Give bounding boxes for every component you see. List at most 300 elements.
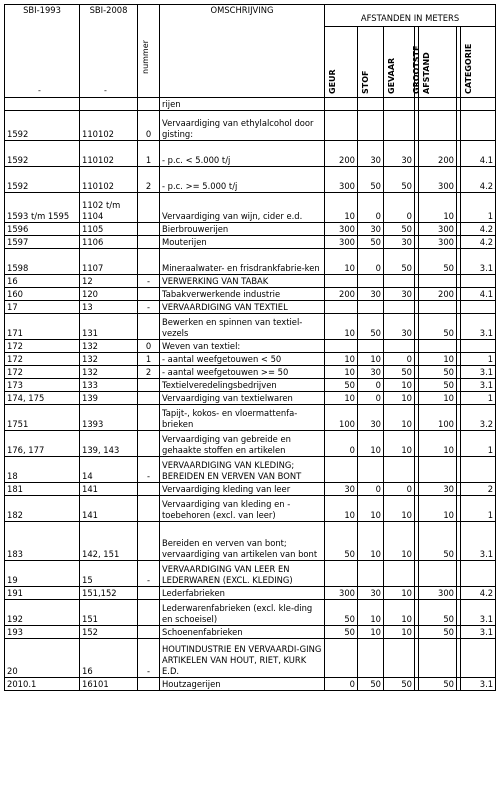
cell-grootste: 10 [419,392,457,405]
table-row [5,98,496,111]
cell-stof: 30 [358,405,384,431]
cell-omschrijving: - aantal weefgetouwen >= 50 [160,366,325,379]
cell-nummer [138,483,160,496]
cell-omschrijving: Bewerken en spinnen van textiel-vezels [160,314,325,340]
cell-categorie: 4.2 [461,223,496,236]
cell-sbi2008: 141 [80,496,138,522]
table-row [5,301,496,314]
table-row [5,483,496,496]
header-geur-label: GEUR [328,69,337,94]
cell-grootste: 30 [419,483,457,496]
header-geur [325,27,358,98]
cell-nummer: 1 [138,353,160,366]
header-dash-1: - [38,86,41,95]
cell-omschrijving: Lederwarenfabrieken (excl. kle-ding en schoeisel) [160,600,325,626]
cell-omschrijving: VERVAARDIGING VAN LEER EN LEDERWAREN (EXCL. KLEDING) [160,561,325,587]
cell-gevaar: 30 [384,236,415,249]
cell-gevaar [384,457,415,483]
cell-geur: 200 [325,288,358,301]
cell-stof [358,98,384,111]
cell-stof: 0 [358,392,384,405]
cell-gevaar: 10 [384,496,415,522]
cell-sbi2008: 139, 143 [80,431,138,457]
cell-omschrijving: Lederfabrieken [160,587,325,600]
table-body [5,98,496,691]
cell-sbi1993: 192 [5,600,80,626]
header-dash-2: - [104,86,107,95]
table-row [5,392,496,405]
cell-omschrijving: Vervaardiging kleding van leer [160,483,325,496]
cell-sbi2008: 133 [80,379,138,392]
cell-sbi2008: 1106 [80,236,138,249]
cell-stof: 0 [358,193,384,223]
cell-gevaar: 30 [384,141,415,167]
cell-sbi2008: 120 [80,288,138,301]
cell-sbi1993: 1593 t/m 1595 [5,193,80,223]
cell-stof: 30 [358,223,384,236]
cell-categorie: 3.1 [461,314,496,340]
table-row [5,223,496,236]
cell-categorie: 1 [461,392,496,405]
cell-omschrijving: - p.c. >= 5.000 t/j [160,167,325,193]
cell-geur: 10 [325,353,358,366]
cell-geur: 10 [325,193,358,223]
cell-gevaar: 10 [384,431,415,457]
cell-grootste [419,301,457,314]
cell-geur: 0 [325,678,358,691]
cell-sbi1993: 18 [5,457,80,483]
cell-grootste: 50 [419,678,457,691]
table-row [5,275,496,288]
cell-gevaar [384,639,415,678]
cell-gevaar [384,275,415,288]
cell-grootste: 50 [419,366,457,379]
cell-geur: 30 [325,483,358,496]
cell-nummer: - [138,561,160,587]
cell-geur: 100 [325,405,358,431]
cell-omschrijving: HOUTINDUSTRIE EN VERVAARDI-GING ARTIKELEN VAN HOUT, RIET, KURK E.D. [160,639,325,678]
cell-stof: 10 [358,431,384,457]
cell-gevaar: 0 [384,483,415,496]
cell-grootste [419,639,457,678]
cell-omschrijving: Bierbrouwerijen [160,223,325,236]
cell-categorie [461,275,496,288]
table-row [5,353,496,366]
table-row [5,193,496,223]
table-row [5,600,496,626]
header-grootste [412,27,457,98]
cell-categorie [461,301,496,314]
cell-stof [358,340,384,353]
cell-categorie: 3.1 [461,678,496,691]
header-gevaar-label: GEVAAR [387,57,396,94]
cell-geur: 300 [325,236,358,249]
cell-omschrijving: - p.c. < 5.000 t/j [160,141,325,167]
cell-sbi1993: 1598 [5,249,80,275]
table-row [5,366,496,379]
cell-stof [358,639,384,678]
cell-stof: 50 [358,678,384,691]
cell-sbi1993: 17 [5,301,80,314]
cell-omschrijving: Tabakverwerkende industrie [160,288,325,301]
cell-grootste: 300 [419,587,457,600]
cell-gevaar [384,340,415,353]
table-row [5,288,496,301]
cell-geur: 300 [325,223,358,236]
cell-nummer [138,98,160,111]
cell-grootste [419,561,457,587]
cell-sbi2008: 132 [80,366,138,379]
header-nummer [138,5,160,98]
table-row [5,457,496,483]
cell-sbi1993: 193 [5,626,80,639]
cell-sbi1993: 1592 [5,167,80,193]
cell-gevaar: 10 [384,405,415,431]
cell-sbi2008: 110102 [80,141,138,167]
cell-geur [325,639,358,678]
cell-gevaar: 50 [384,167,415,193]
cell-categorie: 3.1 [461,249,496,275]
cell-sbi1993: 16 [5,275,80,288]
table-row [5,587,496,600]
header-sbi1993 [5,5,80,98]
cell-stof: 50 [358,314,384,340]
cell-geur [325,340,358,353]
cell-geur: 10 [325,249,358,275]
cell-sbi1993: 19 [5,561,80,587]
cell-sbi1993: 174, 175 [5,392,80,405]
cell-stof [358,457,384,483]
cell-omschrijving: Vervaardiging van kleding en -toebehoren (excl. van leer) [160,496,325,522]
cell-omschrijving: VERVAARDIGING VAN TEXTIEL [160,301,325,314]
distance-table [4,4,496,691]
header-nummer-label: nummer [141,40,150,74]
cell-geur: 10 [325,366,358,379]
cell-sbi1993: 1597 [5,236,80,249]
cell-sbi2008: 131 [80,314,138,340]
cell-sbi1993: 176, 177 [5,431,80,457]
cell-geur [325,301,358,314]
cell-grootste: 200 [419,288,457,301]
cell-omschrijving: Vervaardiging van textielwaren [160,392,325,405]
cell-geur [325,275,358,288]
cell-gevaar: 50 [384,366,415,379]
cell-geur: 300 [325,587,358,600]
cell-nummer [138,522,160,561]
cell-categorie: 3.1 [461,600,496,626]
cell-nummer [138,392,160,405]
cell-gevaar [384,561,415,587]
cell-sbi1993 [5,98,80,111]
cell-grootste: 50 [419,626,457,639]
cell-categorie: 4.2 [461,587,496,600]
header-omschrijving-label: OMSCHRIJVING [210,5,274,15]
cell-geur: 10 [325,392,358,405]
cell-gevaar: 0 [384,353,415,366]
cell-geur: 10 [325,314,358,340]
header-sbi2008 [80,5,138,98]
header-afstanden [325,5,496,27]
cell-nummer [138,249,160,275]
table-row [5,626,496,639]
cell-nummer: 2 [138,366,160,379]
cell-grootste: 10 [419,431,457,457]
cell-omschrijving: Tapijt-, kokos- en vloermattenfa-brieken [160,405,325,431]
cell-sbi1993: 1596 [5,223,80,236]
cell-sbi2008: 142, 151 [80,522,138,561]
cell-omschrijving: - aantal weefgetouwen < 50 [160,353,325,366]
cell-categorie [461,639,496,678]
cell-gevaar: 0 [384,193,415,223]
cell-nummer [138,431,160,457]
cell-sbi1993: 173 [5,379,80,392]
cell-sbi2008: 12 [80,275,138,288]
cell-gevaar: 10 [384,379,415,392]
cell-sbi2008 [80,98,138,111]
cell-gevaar: 10 [384,587,415,600]
cell-stof: 10 [358,626,384,639]
cell-stof [358,111,384,141]
cell-grootste [419,457,457,483]
cell-grootste [419,275,457,288]
cell-sbi1993: 171 [5,314,80,340]
cell-stof: 10 [358,353,384,366]
cell-omschrijving: VERVAARDIGING VAN KLEDING; BEREIDEN EN VERVEN VAN BONT [160,457,325,483]
cell-geur: 10 [325,496,358,522]
header-categorie-label: CATEGORIE [464,43,473,94]
cell-categorie: 4.2 [461,236,496,249]
cell-geur: 300 [325,167,358,193]
cell-categorie [461,340,496,353]
cell-nummer [138,405,160,431]
cell-grootste [419,111,457,141]
cell-sbi2008: 110102 [80,167,138,193]
cell-nummer [138,314,160,340]
header-categorie [461,27,496,98]
cell-nummer [138,587,160,600]
cell-sbi1993: 181 [5,483,80,496]
cell-stof: 10 [358,496,384,522]
table-row [5,236,496,249]
table-row [5,249,496,275]
cell-sbi2008: 151 [80,600,138,626]
header-row-top [5,5,496,27]
cell-sbi1993: 2010.1 [5,678,80,691]
cell-geur [325,98,358,111]
cell-categorie [461,98,496,111]
cell-sbi2008: 13 [80,301,138,314]
cell-gevaar [384,301,415,314]
cell-nummer: - [138,639,160,678]
header-sbi2008-label: SBI-2008 [89,5,128,15]
cell-nummer [138,223,160,236]
cell-nummer: - [138,275,160,288]
cell-omschrijving: Vervaardiging van gebreide en gehaakte stoffen en artikelen [160,431,325,457]
table-row [5,496,496,522]
cell-sbi1993: 172 [5,340,80,353]
header-gevaar [384,27,415,98]
cell-geur: 50 [325,379,358,392]
cell-gevaar: 50 [384,249,415,275]
cell-grootste: 50 [419,522,457,561]
cell-nummer: - [138,457,160,483]
cell-geur [325,561,358,587]
cell-sbi2008: 1102 t/m 1104 [80,193,138,223]
cell-nummer: - [138,301,160,314]
header-stof-label: STOF [361,70,370,94]
cell-grootste: 50 [419,379,457,392]
header-omschrijving [160,5,325,98]
cell-grootste [419,340,457,353]
cell-categorie: 3.1 [461,366,496,379]
cell-sbi1993: 1751 [5,405,80,431]
cell-gevaar: 10 [384,626,415,639]
cell-stof: 30 [358,141,384,167]
cell-grootste: 10 [419,353,457,366]
cell-sbi2008: 132 [80,353,138,366]
cell-stof [358,301,384,314]
cell-sbi2008: 14 [80,457,138,483]
cell-stof: 10 [358,522,384,561]
cell-grootste: 50 [419,600,457,626]
cell-nummer [138,496,160,522]
cell-grootste: 50 [419,249,457,275]
cell-categorie: 1 [461,353,496,366]
cell-categorie: 2 [461,483,496,496]
table-row [5,561,496,587]
cell-sbi2008: 1105 [80,223,138,236]
cell-categorie: 3.2 [461,405,496,431]
cell-gevaar [384,111,415,141]
cell-geur: 200 [325,141,358,167]
cell-sbi1993: 160 [5,288,80,301]
header-sbi1993-label: SBI-1993 [23,5,61,15]
cell-sbi2008: 15 [80,561,138,587]
cell-omschrijving: VERWERKING VAN TABAK [160,275,325,288]
cell-grootste: 200 [419,141,457,167]
cell-sbi1993: 172 [5,366,80,379]
cell-stof: 0 [358,483,384,496]
cell-geur: 50 [325,626,358,639]
cell-omschrijving: Mineraalwater- en frisdrankfabrie-ken [160,249,325,275]
cell-categorie [461,561,496,587]
table-row [5,111,496,141]
cell-categorie: 1 [461,193,496,223]
cell-sbi1993: 20 [5,639,80,678]
cell-nummer [138,678,160,691]
cell-stof: 0 [358,379,384,392]
cell-nummer [138,236,160,249]
cell-stof [358,275,384,288]
cell-stof: 30 [358,587,384,600]
cell-nummer [138,288,160,301]
cell-omschrijving: Weven van textiel: [160,340,325,353]
cell-sbi2008: 139 [80,392,138,405]
cell-stof [358,561,384,587]
document-sheet [4,4,495,691]
header-stof [358,27,384,98]
table-row [5,340,496,353]
cell-geur: 50 [325,600,358,626]
cell-sbi1993: 183 [5,522,80,561]
table-row [5,405,496,431]
cell-sbi2008: 152 [80,626,138,639]
cell-nummer [138,600,160,626]
cell-nummer: 2 [138,167,160,193]
cell-categorie: 4.2 [461,167,496,193]
cell-sbi2008: 16101 [80,678,138,691]
table-row [5,379,496,392]
cell-sbi1993: 172 [5,353,80,366]
cell-gevaar: 50 [384,223,415,236]
table-row [5,314,496,340]
cell-omschrijving: Vervaardiging van ethylalcohol door gisting: [160,111,325,141]
cell-grootste: 300 [419,167,457,193]
table-row [5,141,496,167]
cell-geur: 50 [325,522,358,561]
cell-nummer: 1 [138,141,160,167]
cell-sbi1993: 182 [5,496,80,522]
cell-categorie: 4.1 [461,141,496,167]
header-afstanden-label: AFSTANDEN IN METERS [360,13,460,23]
table-row [5,167,496,193]
cell-gevaar: 10 [384,522,415,561]
cell-gevaar: 50 [384,678,415,691]
cell-nummer: 0 [138,340,160,353]
cell-nummer [138,379,160,392]
cell-sbi1993: 191 [5,587,80,600]
cell-gevaar: 30 [384,288,415,301]
cell-omschrijving: Mouterijen [160,236,325,249]
cell-sbi2008: 1393 [80,405,138,431]
cell-stof: 30 [358,288,384,301]
table-row [5,431,496,457]
cell-geur [325,457,358,483]
cell-gevaar: 10 [384,600,415,626]
cell-nummer: 0 [138,111,160,141]
cell-sbi2008: 16 [80,639,138,678]
cell-grootste: 100 [419,405,457,431]
cell-categorie: 3.1 [461,379,496,392]
table-row [5,639,496,678]
cell-geur [325,111,358,141]
cell-categorie [461,457,496,483]
cell-sbi1993: 1592 [5,141,80,167]
cell-categorie [461,111,496,141]
cell-sbi1993: 1592 [5,111,80,141]
cell-omschrijving: Bereiden en verven van bont; vervaardiging van artikelen van bont [160,522,325,561]
cell-sbi2008: 1107 [80,249,138,275]
cell-stof: 0 [358,249,384,275]
cell-sbi2008: 110102 [80,111,138,141]
cell-sbi2008: 132 [80,340,138,353]
cell-grootste [419,98,457,111]
cell-stof: 10 [358,600,384,626]
cell-geur: 0 [325,431,358,457]
cell-grootste: 10 [419,193,457,223]
header-grootste-label: GROOTSTE AFSTAND [412,45,431,94]
cell-grootste: 10 [419,496,457,522]
cell-grootste: 300 [419,236,457,249]
cell-categorie: 3.1 [461,626,496,639]
cell-stof: 50 [358,167,384,193]
cell-nummer [138,193,160,223]
cell-categorie: 4.1 [461,288,496,301]
cell-omschrijving: rijen [160,98,325,111]
table-row [5,522,496,561]
cell-sbi2008: 151,152 [80,587,138,600]
cell-categorie: 1 [461,431,496,457]
